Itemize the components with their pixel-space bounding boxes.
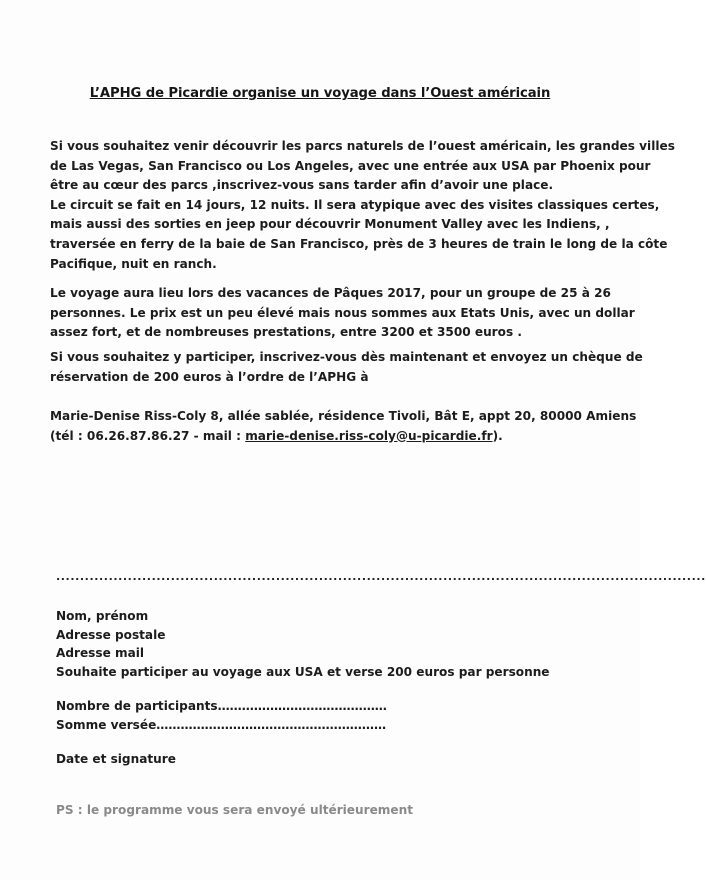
contact-block <box>50 407 637 446</box>
text-line: être au cœur des parcs ,inscrivez-vous sans tarder afin d’avoir une place. <box>50 178 554 193</box>
text-line: réservation de 200 euros à l’ordre de l’APHG à <box>50 369 369 384</box>
cut-line: ........................................................................................................................................ <box>56 570 706 583</box>
text-line: Le voyage aura lieu lors des vacances de Pâques 2017, pour un groupe de 25 à 26 <box>50 286 611 300</box>
form-fields <box>56 607 550 682</box>
page-title: L’APHG de Picardie organise un voyage dans l’Ouest américain <box>89 86 551 101</box>
date-signature: Date et signature <box>56 752 176 766</box>
field-postal-address: Adresse postale <box>56 627 166 642</box>
signup-paragraph <box>50 348 643 387</box>
text-line: personnes. Le prix est un peu élevé mais nous sommes aux Etats Unis, avec un dollar <box>50 305 635 320</box>
field-name: Nom, prénom <box>56 609 149 623</box>
text-line: mais aussi des sorties en jeep pour découvrir Monument Valley avec les Indiens, , <box>50 217 610 232</box>
field-participants: Nombre de participants…………………………………… <box>56 699 387 713</box>
email-link[interactable]: marie-denise.riss-coly@u-picardie.fr <box>245 428 493 443</box>
contact-phone-mail <box>50 427 595 447</box>
field-email: Adresse mail <box>56 646 145 661</box>
text-line: Si vous souhaitez y participer, inscrivez-vous dès maintenant et envoyez un chèque de <box>50 350 643 364</box>
text-line: Le circuit se fait en 14 jours, 12 nuits. Il sera atypique avec des visites classiques certes, <box>50 197 660 212</box>
contact-suffix: ). <box>492 428 503 443</box>
trip-paragraph <box>50 284 635 343</box>
field-amount: Somme versée………………………………………………… <box>56 717 387 732</box>
form-counts <box>56 697 387 734</box>
text-line: Si vous souhaitez venir découvrir les parcs naturels de l’ouest américain, les grandes villes <box>50 139 675 153</box>
ps-note: PS : le programme vous sera envoyé ultérieurement <box>56 803 413 817</box>
text-line: Pacifique, nuit en ranch. <box>50 256 217 271</box>
contact-address: Marie-Denise Riss-Coly 8, allée sablée, résidence Tivoli, Bât E, appt 20, 80000 Amiens <box>50 409 637 423</box>
intro-paragraph <box>50 137 675 274</box>
contact-phone: (tél : 06.26.87.86.27 - mail : <box>50 428 246 443</box>
text-line: de Las Vegas, San Francisco ou Los Angeles, avec une entrée aux USA par Phoenix pour <box>50 158 651 173</box>
text-line: assez fort, et de nombreuses prestations, entre 3200 et 3500 euros . <box>50 325 522 340</box>
text-line: traversée en ferry de la baie de San Francisco, près de 3 heures de train le long de la côte <box>50 236 668 251</box>
field-participation: Souhaite participer au voyage aux USA et verse 200 euros par personne <box>56 665 550 680</box>
